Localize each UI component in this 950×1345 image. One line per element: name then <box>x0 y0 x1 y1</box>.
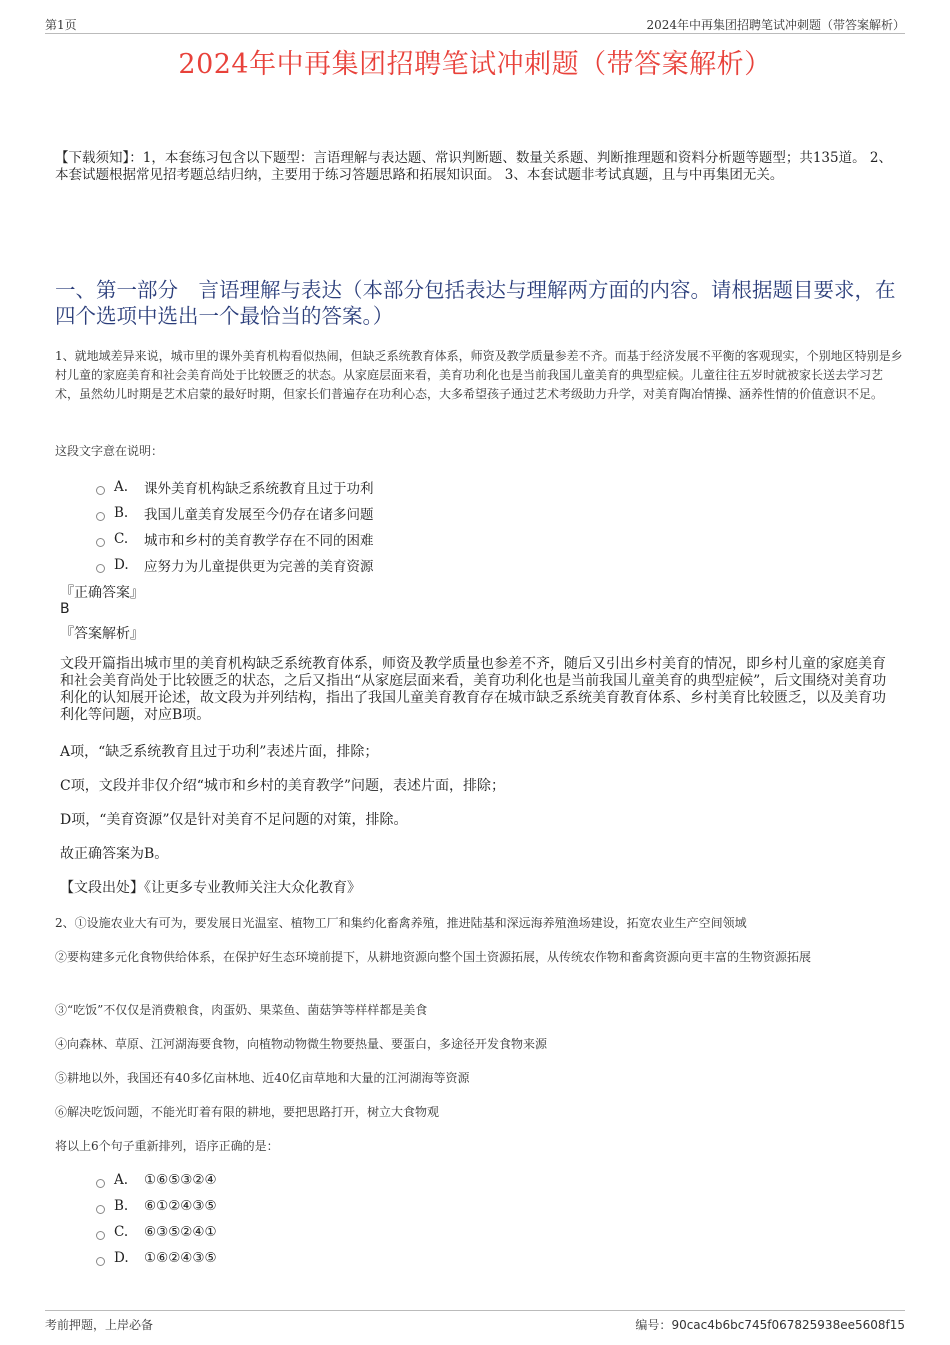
section-heading: 一、第一部分 言语理解与表达（本部分包括表达与理解两方面的内容。请根据题目要求，在四个选项中选出一个最恰当的答案。） <box>55 278 896 328</box>
radio-icon[interactable] <box>96 1205 105 1214</box>
footer-code <box>635 1316 905 1333</box>
option-text: 城市和乡村的美育教学存在不同的困难 <box>144 533 374 549</box>
q1-elim-a: A项，“缺乏系统教育且过于功利”表述片面，排除； <box>60 744 379 760</box>
q2-option-a[interactable] <box>96 1172 217 1188</box>
option-text: 课外美育机构缺乏系统教育且过于功利 <box>144 481 374 497</box>
q2-sentence-3: ③“吃饭”不仅仅是消费粮食，肉蛋奶、果菜鱼、菌菇笋等样样都是美食 <box>55 1003 428 1017</box>
option-text: ①⑥②④③⑤ <box>144 1250 217 1266</box>
footer-divider <box>45 1310 905 1311</box>
option-text: 应努力为儿童提供更为完善的美育资源 <box>144 559 374 575</box>
q1-option-c[interactable] <box>96 529 374 549</box>
q1-elim-c: C项，文段并非仅介绍“城市和乡村的美育教学”问题，表述片面，排除； <box>60 778 506 794</box>
q2-sentence-2: ②要构建多元化食物供给体系，在保护好生态环境前提下，从耕地资源向整个国土资源拓展，从传统农作物和畜禽资源向更丰富的生物资源拓展 <box>55 950 812 964</box>
q2-option-b[interactable] <box>96 1198 217 1214</box>
q2-option-d[interactable] <box>96 1250 217 1266</box>
option-letter: B. <box>114 505 129 521</box>
radio-icon[interactable] <box>96 486 105 495</box>
radio-icon[interactable] <box>96 538 105 547</box>
q1-elim-d: D项，“美育资源”仅是针对美育不足问题的对策，排除。 <box>60 812 408 828</box>
option-letter: B. <box>114 1198 129 1214</box>
radio-icon[interactable] <box>96 564 105 573</box>
q1-answer: B <box>60 601 70 617</box>
q1-analysis: 文段开篇指出城市里的美育机构缺乏系统教育体系，师资及教学质量也参差不齐，随后又引出乡村美育的情况，即乡村儿童的家庭美育和社会美育尚处于比较匮乏的状态，之后又指出“从家庭层面来看，美育功利化也是当前我国儿童美育的典型症候”，后文围绕对美育功利化的认知展开论述，故文段为并列结构，指出了我国儿童美育教育存在城市缺乏系统美育教育体系、乡村美育比较匮乏，以及美育功利化等问题，对应B项。 <box>60 656 887 723</box>
radio-icon[interactable] <box>96 1231 105 1240</box>
q2-sentence-1: 2、①设施农业大有可为，要发展日光温室、植物工厂和集约化畜禽养殖，推进陆基和深远海养殖渔场建设，拓宽农业生产空间领域 <box>55 916 747 930</box>
radio-icon[interactable] <box>96 512 105 521</box>
q1-conclusion: 故正确答案为B。 <box>60 846 169 862</box>
q1-option-b[interactable] <box>96 503 374 523</box>
option-letter: D. <box>114 1250 129 1266</box>
option-letter: C. <box>114 1224 129 1240</box>
footer-slogan: 考前押题，上岸必备 <box>45 1318 154 1332</box>
page-title: 2024年中再集团招聘笔试冲刺题（带答案解析） <box>178 49 772 80</box>
footer-code-label: 编号： <box>635 1318 672 1332</box>
q1-option-d[interactable] <box>96 555 374 575</box>
q2-prompt: 将以上6个句子重新排列，语序正确的是： <box>55 1139 279 1153</box>
q2-option-c[interactable] <box>96 1224 217 1240</box>
q1-analysis-label: 『答案解析』 <box>60 626 144 642</box>
header-doc-title: 2024年中再集团招聘笔试冲刺题（带答案解析） <box>646 18 905 32</box>
q1-answer-label: 『正确答案』 <box>60 585 144 601</box>
page-number: 第1页 <box>45 18 77 32</box>
q1-source: 【文段出处】《让更多专业教师关注大众化教育》 <box>60 880 361 896</box>
option-letter: A. <box>114 1172 129 1188</box>
option-text: ⑥①②④③⑤ <box>144 1198 217 1214</box>
q2-sentence-4: ④向森林、草原、江河湖海要食物，向植物动物微生物要热量、要蛋白，多途径开发食物来源 <box>55 1037 548 1051</box>
q2-sentence-5: ⑤耕地以外，我国还有40多亿亩林地、近40亿亩草地和大量的江河湖海等资源 <box>55 1071 470 1085</box>
download-notice: 【下载须知】：1，本套练习包含以下题型：言语理解与表达题、常识判断题、数量关系题、判断推理题和资料分析题等题型；共135道。 2、本套试题根据常见招考题总结归纳，主要用于练习答题思路和拓展知识面。 3、本套试题非考试真题，且与中再集团无关。 <box>55 150 892 183</box>
footer-code-value: 90cac4b6bc745f067825938ee5608f15 <box>671 1318 905 1332</box>
q1-passage: 1、就地域差异来说，城市里的课外美育机构看似热闹，但缺乏系统教育体系，师资及教学质量参差不齐。而基于经济发展不平衡的客观现实，个别地区特别是乡村儿童的家庭美育和社会美育尚处于比较匮乏的状态。从家庭层面来看，美育功利化也是当前我国儿童美育的典型症候。儿童往往五岁时就被家长送去学习艺术，虽然幼儿时期是艺术启蒙的最好时期，但家长们普遍存在功利心态，大多希望孩子通过艺术考级助力升学，对美育陶冶情操、涵养性情的价值意识不足。 <box>55 349 903 401</box>
option-text: ⑥③⑤②④① <box>144 1224 217 1240</box>
q1-option-a[interactable] <box>96 477 374 497</box>
option-letter: C. <box>114 531 129 547</box>
q1-prompt: 这段文字意在说明： <box>55 444 164 458</box>
radio-icon[interactable] <box>96 1257 105 1266</box>
option-text: 我国儿童美育发展至今仍存在诸多问题 <box>144 507 374 523</box>
header-divider <box>45 33 905 34</box>
option-text: ①⑥⑤③②④ <box>144 1172 217 1188</box>
q2-sentence-6: ⑥解决吃饭问题，不能光盯着有限的耕地，要把思路打开，树立大食物观 <box>55 1105 440 1119</box>
option-letter: D. <box>114 557 129 573</box>
option-letter: A. <box>114 479 129 495</box>
radio-icon[interactable] <box>96 1179 105 1188</box>
